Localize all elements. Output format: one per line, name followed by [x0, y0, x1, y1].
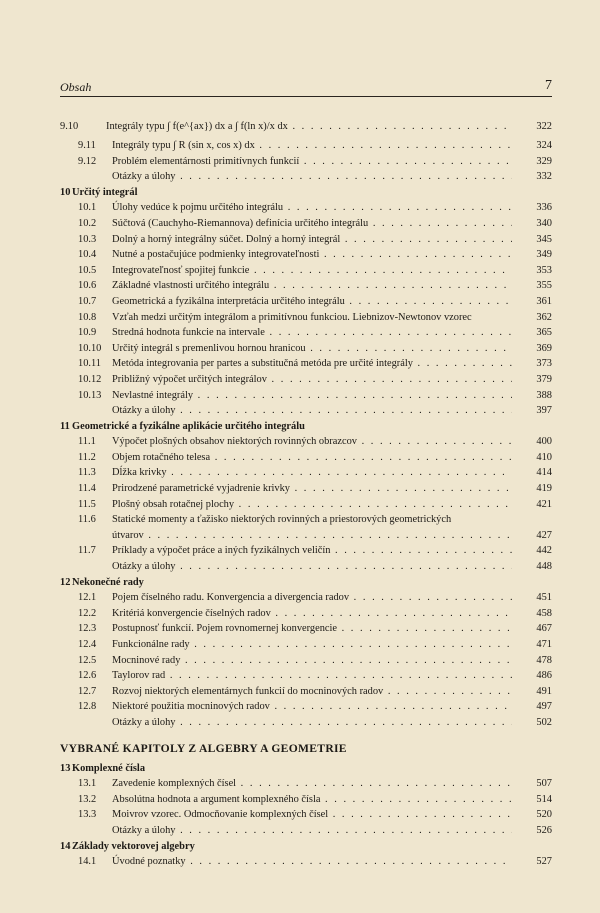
entry-number: 12.7 [78, 685, 97, 697]
entry-page-number: 527 [536, 856, 552, 868]
table-of-contents [60, 116, 552, 870]
entry-page-number: 400 [536, 436, 552, 448]
toc-entry[interactable] [60, 854, 552, 870]
entry-page-number: 329 [536, 155, 552, 167]
chapter-heading[interactable] [60, 419, 552, 435]
entry-page-number: 361 [536, 295, 552, 307]
toc-entry[interactable] [60, 590, 552, 606]
entry-page-number: 414 [536, 467, 552, 479]
entry-page-number: 353 [536, 264, 552, 276]
entry-number: 10.11 [78, 358, 101, 370]
toc-entry[interactable] [60, 325, 552, 341]
entry-number: 9.10 [60, 121, 79, 132]
toc-entry[interactable] [60, 263, 552, 279]
entry-number: 10.12 [78, 373, 102, 385]
entry-number: 10.9 [78, 327, 97, 339]
entry-page-number: 410 [536, 451, 552, 463]
toc-entry[interactable] [60, 116, 552, 138]
entry-number: 12.1 [78, 592, 97, 604]
entry-number: 11.6 [78, 514, 96, 526]
entry-title: Dolný a horný integrálny súčet. Dolný a horný integrál . . . [112, 232, 512, 248]
entry-page-number: 365 [536, 327, 552, 339]
entry-page-number: 345 [536, 233, 552, 245]
entry-title: Niektoré použitia mocninových radov . . . [112, 699, 512, 715]
entry-page-number: 497 [536, 701, 552, 713]
entry-page-number: 373 [536, 358, 552, 370]
entry-page-number: 355 [536, 280, 552, 292]
entry-number: 12.5 [78, 654, 97, 666]
entry-title: Absolútna hodnota a argument komplexného čísla . . . [112, 792, 512, 808]
entry-title: Statické momenty a ťažisko niektorých rovinných a priestorových geometrických [112, 514, 452, 526]
entry-title: Integrály typu ∫ f(e^{ax}) dx a ∫ f(ln x)/x dx . . . [106, 116, 512, 138]
toc-entry[interactable] [60, 823, 552, 839]
entry-number: 13 [60, 762, 71, 774]
entry-number: 10.13 [78, 389, 102, 401]
entry-number: 14.1 [78, 856, 97, 868]
toc-entry[interactable] [60, 776, 552, 792]
entry-title: Základy vektorovej algebry [72, 840, 195, 852]
entry-number: 12.4 [78, 639, 97, 650]
entry-title: Dĺžka krivky . . . [112, 465, 512, 481]
entry-page-number: 349 [536, 249, 552, 261]
part-title: VYBRANÉ KAPITOLY Z ALGEBRY A GEOMETRIE [60, 741, 347, 755]
entry-page-number: 471 [536, 639, 552, 650]
entry-page-number: 332 [536, 171, 552, 183]
entry-page-number: 442 [536, 545, 552, 557]
header-page-number: 7 [545, 78, 552, 93]
entry-page-number: 379 [536, 373, 552, 385]
toc-entry[interactable] [60, 247, 552, 263]
toc-entry[interactable] [60, 512, 552, 528]
entry-title: Plošný obsah rotačnej plochy . . . [112, 497, 512, 513]
entry-number: 14 [60, 840, 71, 852]
entry-title: Výpočet plošných obsahov niektorých rovinných obrazcov . . . [112, 434, 512, 450]
entry-page-number: 507 [536, 778, 552, 790]
toc-entry[interactable] [60, 278, 552, 294]
toc-entry[interactable] [60, 559, 552, 575]
header-title: Obsah [60, 80, 92, 94]
entry-number: 10.6 [78, 280, 97, 292]
toc-entry[interactable] [60, 216, 552, 232]
entry-number: 10.4 [78, 249, 97, 261]
toc-entry[interactable] [60, 668, 552, 684]
entry-number: 11.1 [78, 436, 96, 448]
entry-page-number: 526 [536, 824, 552, 836]
entry-number: 10.8 [78, 311, 97, 323]
toc-entry[interactable] [60, 637, 552, 653]
entry-title: Funkcionálne rady . . . [112, 637, 512, 653]
entry-number: 13.2 [78, 793, 97, 805]
entry-title: Integrály typu ∫ R (sin x, cos x) dx . . . [112, 138, 512, 154]
entry-number: 10.5 [78, 264, 97, 276]
chapter-heading[interactable] [60, 761, 552, 777]
toc-entry[interactable] [60, 807, 552, 823]
entry-page-number: 451 [536, 592, 552, 604]
entry-page-number: 478 [536, 654, 552, 666]
toc-entry[interactable] [60, 528, 552, 544]
entry-page-number: 502 [536, 716, 552, 728]
toc-entry[interactable] [60, 200, 552, 216]
entry-title: Taylorov rad . . . [112, 668, 512, 684]
entry-page-number: 324 [536, 140, 552, 151]
toc-entry[interactable] [60, 465, 552, 481]
entry-title: Metóda integrovania per partes a substitučná metóda pre určité integrály . . . [112, 356, 512, 372]
entry-title: Geometrické a fyzikálne aplikácie určitého integrálu [72, 420, 305, 432]
entry-page-number: 427 [536, 529, 552, 541]
entry-page-number: 322 [536, 121, 552, 132]
entry-number: 12 [60, 576, 71, 588]
running-header [60, 80, 552, 97]
entry-title: Mocninové rady . . . [112, 653, 512, 669]
toc-entry[interactable] [60, 294, 552, 310]
entry-title: útvarov . . . [112, 528, 512, 544]
entry-title: Vzťah medzi určitým integrálom a primitívnou funkciou. Liebnizov-Newtonov vzorec [112, 311, 472, 323]
entry-title: Príklady a výpočet práce a iných fyzikálnych veličín . . . [112, 543, 512, 559]
entry-title: Kritériá konvergencie číselných radov . . . [112, 606, 512, 622]
entry-title: Rozvoj niektorých elementárnych funkcií do mocninových radov . . . [112, 684, 512, 700]
entry-title: Základné vlastnosti určitého integrálu . . . [112, 278, 512, 294]
entry-title: Integrovateľnosť spojitej funkcie . . . [112, 263, 512, 279]
entry-title: Úlohy vedúce k pojmu určitého integrálu . . . [112, 200, 512, 216]
toc-entry[interactable] [60, 341, 552, 357]
toc-entry[interactable] [60, 653, 552, 669]
entry-page-number: 388 [536, 389, 552, 401]
toc-entry[interactable] [60, 138, 552, 154]
entry-title: Geometrická a fyzikálna interpretácia určitého integrálu . . . [112, 294, 512, 310]
toc-entry[interactable] [60, 372, 552, 388]
toc-entry[interactable] [60, 403, 552, 419]
entry-number: 11.5 [78, 498, 96, 510]
entry-page-number: 369 [536, 342, 552, 354]
entry-title: Problém elementárnosti primitívnych funkcií . . . [112, 154, 512, 170]
toc-entry[interactable] [60, 450, 552, 466]
entry-number: 10 [60, 186, 71, 198]
chapter-heading[interactable] [60, 185, 552, 201]
toc-entry[interactable] [60, 169, 552, 185]
toc-entry[interactable] [60, 606, 552, 622]
entry-number: 10.2 [78, 217, 97, 229]
entry-title: Postupnosť funkcií. Pojem rovnomernej konvergencie . . . [112, 621, 512, 637]
toc-entry[interactable] [60, 232, 552, 248]
entry-page-number: 491 [536, 685, 552, 697]
entry-number: 12.8 [78, 701, 97, 713]
entry-page-number: 362 [536, 311, 552, 323]
entry-title: Nekonečné rady [72, 576, 144, 588]
toc-entry[interactable] [60, 310, 552, 326]
entry-page-number: 421 [536, 498, 552, 510]
entry-page-number: 486 [536, 670, 552, 682]
entry-number: 11.2 [78, 451, 96, 463]
entry-title: Prirodzené parametrické vyjadrenie krivky . . . [112, 481, 512, 497]
toc-entry[interactable] [60, 699, 552, 715]
entry-page-number: 467 [536, 623, 552, 635]
entry-title: Komplexné čísla [72, 762, 146, 774]
entry-title: Úvodné poznatky . . . [112, 854, 512, 870]
entry-title: Moivrov vzorec. Odmocňovanie komplexných čísel . . . [112, 807, 512, 823]
entry-title: Stredná hodnota funkcie na intervale . . . [112, 325, 512, 341]
chapter-heading[interactable] [60, 575, 552, 591]
toc-entry[interactable] [60, 481, 552, 497]
entry-title: Otázky a úlohy . . . [112, 823, 512, 839]
entry-page-number: 397 [536, 405, 552, 417]
entry-number: 10.1 [78, 202, 97, 214]
entry-number: 11.3 [78, 467, 96, 479]
entry-title: Nevlastné integrály . . . [112, 388, 512, 404]
entry-number: 11.7 [78, 545, 96, 557]
entry-title: Objem rotačného telesa . . . [112, 450, 512, 466]
toc-entry[interactable] [60, 684, 552, 700]
entry-number: 11.4 [78, 483, 96, 495]
entry-number: 13.1 [78, 778, 97, 790]
entry-number: 12.2 [78, 607, 97, 619]
entry-number: 9.11 [78, 140, 96, 151]
toc-entry[interactable] [60, 388, 552, 404]
entry-number: 10.3 [78, 233, 97, 245]
toc-entry[interactable] [60, 356, 552, 372]
entry-page-number: 448 [536, 561, 552, 573]
chapter-heading[interactable] [60, 839, 552, 855]
entry-number: 10.10 [78, 342, 102, 354]
entry-page-number: 458 [536, 607, 552, 619]
entry-title: Súčtová (Cauchyho-Riemannova) definícia určitého integrálu . . . [112, 216, 512, 232]
entry-title: Približný výpočet určitých integrálov . . . [112, 372, 512, 388]
entry-title: Pojem číselného radu. Konvergencia a divergencia radov . . . [112, 590, 512, 606]
toc-entry[interactable] [60, 434, 552, 450]
entry-page-number: 520 [536, 809, 552, 821]
entry-number: 9.12 [78, 155, 97, 167]
entry-number: 11 [60, 420, 70, 432]
entry-number: 12.6 [78, 670, 97, 682]
entry-title: Určitý integrál [72, 186, 138, 198]
entry-page-number: 336 [536, 202, 552, 214]
entry-title: Nutné a postačujúce podmienky integrovateľnosti . . . [112, 247, 512, 263]
entry-number: 13.3 [78, 809, 97, 821]
entry-page-number: 514 [536, 793, 552, 805]
toc-entry[interactable] [60, 715, 552, 731]
toc-entry[interactable] [60, 792, 552, 808]
entry-title: Otázky a úlohy . . . [112, 403, 512, 419]
toc-entry[interactable] [60, 543, 552, 559]
entry-title: Otázky a úlohy . . . [112, 559, 512, 575]
entry-page-number: 419 [536, 483, 552, 495]
entry-number: 10.7 [78, 295, 97, 307]
entry-title: Určitý integrál s premenlivou hornou hranicou . . . [112, 341, 512, 357]
toc-entry[interactable] [60, 154, 552, 170]
toc-entry[interactable] [60, 497, 552, 513]
entry-title: Zavedenie komplexných čísel . . . [112, 776, 512, 792]
entry-number: 12.3 [78, 623, 97, 635]
entry-title: Otázky a úlohy . . . [112, 169, 512, 185]
toc-entry[interactable] [60, 621, 552, 637]
entry-page-number: 340 [536, 217, 552, 229]
entry-title: Otázky a úlohy . . . [112, 715, 512, 731]
